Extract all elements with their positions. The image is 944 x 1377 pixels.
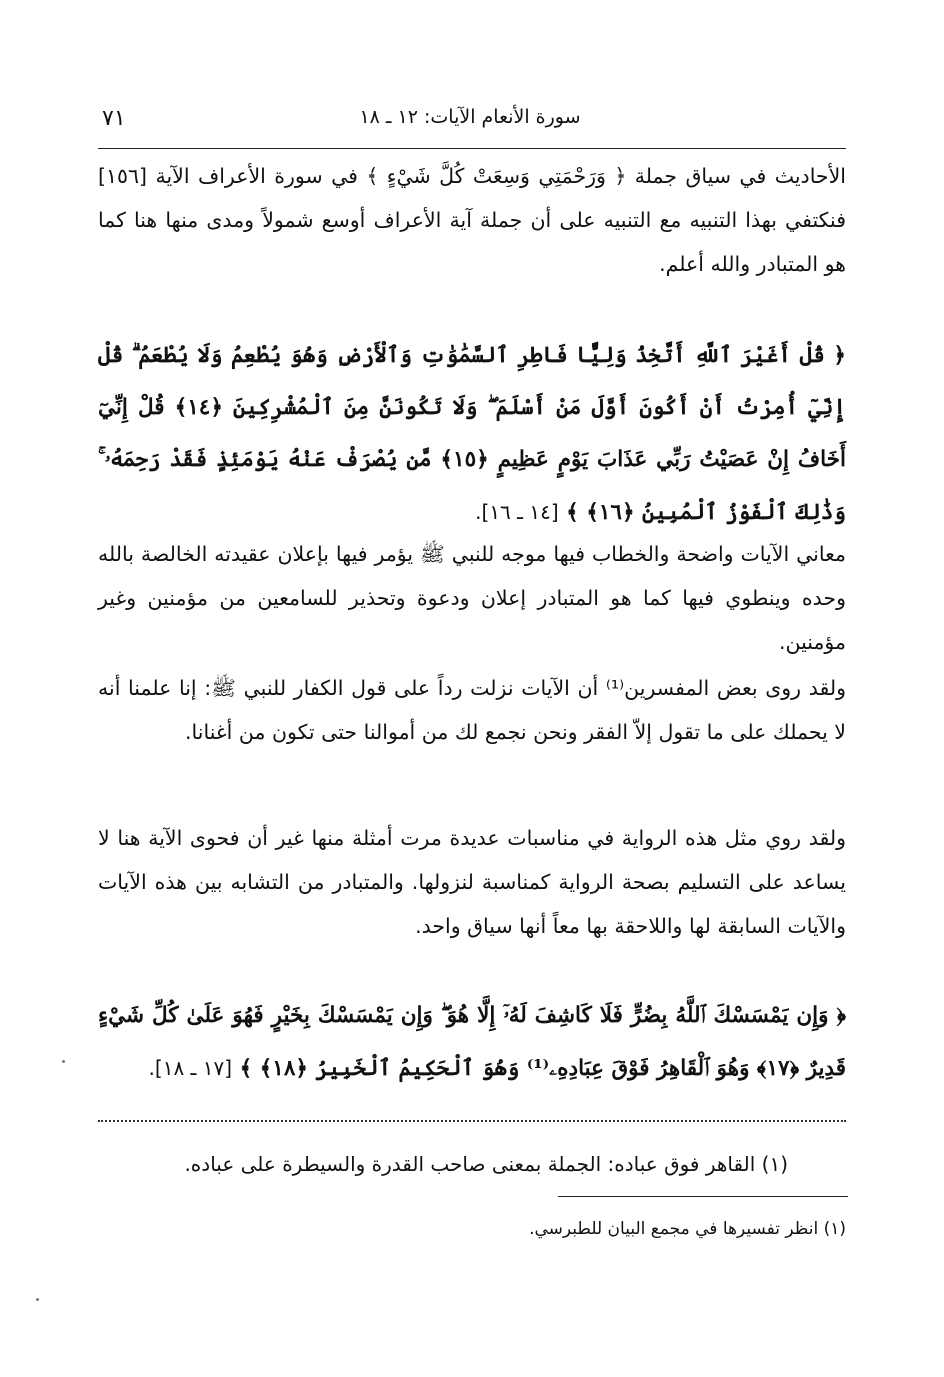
quran-verses-14-16	[98, 330, 846, 539]
footnote-rule	[558, 1196, 848, 1197]
verse-gloss-note: (١) القاهر فوق عباده: الجملة بمعنى صاحب القدرة والسيطرة على عباده.	[184, 1152, 788, 1176]
page-number: ٧١	[102, 106, 126, 131]
verses-text: ﴿ وَإِن يَمْسَسْكَ ٱللَّهُ بِضُرٍّ فَلَا كَاشِفَ لَهُۥٓ إِلَّا هُوَ ۖ وَإِن يَمْسَسْكَ بِخَيْرٍ فَهُوَ عَلَىٰ كُلِّ شَيْءٍ قَدِيرٌ ﴿١٧﴾ وَهُوَ ٱلْقَاهِرُ فَوْقَ عِبَادِهِۦ⁽¹⁾ وَهُوَ ٱلْحَكِيمُ ٱلْخَبِيرُ ﴿١٨﴾ ﴾	[98, 1003, 846, 1081]
paragraph-context: ولقد روي مثل هذه الرواية في مناسبات عديدة مرت أمثلة منها غير أن فحوى الآية هنا لا يساعد على التسليم بصحة الرواية كمناسبة لنزولها. والمتبادر من التشابه بين هذه الآيات والآيات السابقة لها واللاحقة بها معاً أنها سياق واحد.	[98, 826, 846, 938]
scan-speck	[36, 1298, 39, 1301]
quran-verses-17-18	[98, 990, 846, 1095]
footnote: (١) انظر تفسيرها في مجمع البيان للطبرسي.	[529, 1219, 846, 1239]
verses-text: ﴿ قُلْ أَغَيْرَ ٱللَّهِ أَتَّخِذُ وَلِيًّا فَاطِرِ ٱلسَّمَٰوَٰتِ وَٱلْأَرْضِ وَهُوَ يُطْعِمُ وَلَا يُطْعَمُ ۗ قُلْ إِنِّيٓ أُمِرْتُ أَنْ أَكُونَ أَوَّلَ مَنْ أَسْلَمَ ۖ وَلَا تَكُونَنَّ مِنَ ٱلْمُشْرِكِينَ ﴿١٤﴾ قُلْ إِنِّيٓ أَخَافُ إِنْ عَصَيْتُ رَبِّي عَذَابَ يَوْمٍ عَظِيمٍ ﴿١٥﴾ مَّن يُصْرَفْ عَنْهُ يَوْمَئِذٍ فَقَدْ رَحِمَهُۥ ۚ وَذَٰلِكَ ٱلْفَوْزُ ٱلْمُبِينُ ﴿١٦﴾ ﴾	[98, 343, 846, 525]
scan-speck	[62, 1060, 65, 1063]
intro-paragraph: الأحاديث في سياق جملة ﴿ وَرَحْمَتِي وَسِعَتْ كُلَّ شَيْءٍ ﴾ في سورة الأعراف الآية [١٥٦] فنكتفي بهذا التنبيه مع التنبيه على أن جملة آية الأعراف أوسع شمولاً ومدى منها هنا كما هو المتبادر والله أعلم.	[98, 164, 846, 276]
header-rule	[98, 148, 846, 149]
verses-reference: [١٧ ـ ١٨].	[148, 1056, 233, 1080]
paragraph-meanings: معاني الآيات واضحة والخطاب فيها موجه للنبي ﷺ يؤمر فيها بإعلان عقيدته الخالصة بالله وحده وينطوي فيها كما هو المتبادر إعلان ودعوة وتحذير للسامعين من مؤمنين وغير مؤمنين.	[98, 542, 846, 654]
dotted-separator	[98, 1120, 846, 1122]
verses-reference: [١٤ ـ ١٦].	[475, 500, 559, 524]
paragraph-narration: ولقد روى بعض المفسرين⁽¹⁾ أن الآيات نزلت رداً على قول الكفار للنبي ﷺ: إنا علمنا أنه لا يحملك على ما تقول إلاّ الفقر ونحن نجمع لك من أموالنا حتى تكون من أغنانا.	[98, 676, 846, 744]
running-header-title: سورة الأنعام الآيات: ١٢ ـ ١٨	[359, 106, 581, 128]
